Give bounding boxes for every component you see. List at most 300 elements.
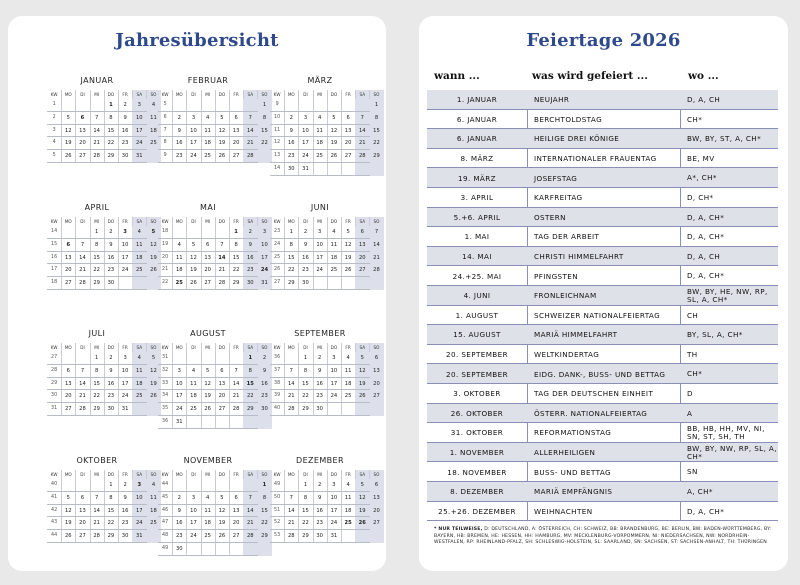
weekday-label: KW (273, 345, 281, 350)
weekday-label: MI (94, 472, 100, 477)
weekday-label: FR (345, 472, 351, 477)
day-cell: 22 (93, 267, 100, 274)
day-cell: 30 (107, 406, 115, 413)
day-cell: 25 (344, 520, 352, 527)
day-cell: 7 (289, 367, 293, 374)
day-cell: 4 (318, 114, 322, 121)
day-cell: 20 (232, 140, 240, 147)
holidays-title: Feiertage 2026 (526, 30, 681, 51)
day-cell: 27 (344, 153, 352, 160)
day-cell: 17 (132, 505, 146, 518)
weekday-label: FR (233, 92, 239, 97)
weekday-label: DI (80, 345, 85, 350)
day-cell: 2 (177, 114, 181, 121)
day-cell: 14 (243, 125, 257, 138)
holiday-name: REFORMATIONSTAG (534, 428, 612, 438)
day-cell: 2 (109, 355, 113, 361)
day-cell: 29 (93, 406, 100, 413)
weekday-label: SO (369, 90, 383, 99)
day-cell: 15 (302, 507, 309, 514)
day-cell: 26 (218, 153, 226, 160)
week-number: 53 (274, 533, 281, 539)
day-cell: 22 (369, 137, 383, 150)
holiday-name: EIDG. DANK-, BUSS- UND BETTAG (534, 369, 666, 379)
week-number: 35 (162, 406, 169, 412)
month-name: MAI (200, 203, 216, 212)
day-cell: 27 (369, 517, 383, 530)
day-cell: 18 (344, 380, 352, 387)
day-cell: 23 (107, 393, 115, 400)
weekday-label: SO (146, 217, 160, 226)
holiday-name: SCHWEIZER NATIONALFEIERTAG (534, 310, 661, 320)
holiday-regions: D, CH* (687, 193, 714, 202)
weekday-label: SO (257, 343, 271, 352)
day-cell: 2 (318, 355, 322, 361)
day-cell: 3 (123, 229, 127, 235)
day-cell: 22 (302, 520, 309, 527)
week-number: 36 (274, 355, 281, 360)
holiday-regions: BW, BY, ST, A, CH* (687, 134, 762, 144)
day-cell: 5 (346, 229, 350, 235)
weekday-label: DI (191, 219, 196, 224)
day-cell: 11 (204, 507, 211, 514)
day-cell: 10 (330, 494, 338, 501)
weekday-label: MI (205, 92, 211, 97)
day-cell: 28 (369, 264, 383, 277)
day-cell: 18 (146, 505, 160, 518)
grid-line (270, 542, 370, 543)
day-cell: 11 (344, 494, 352, 501)
day-cell: 18 (204, 140, 211, 147)
day-cell: 3 (132, 99, 146, 112)
day-cell: 12 (204, 380, 211, 387)
day-cell: 5 (355, 352, 369, 365)
holiday-regions: BW, BY, NW, RP, SL, A, CH* (687, 444, 777, 461)
holiday-row (427, 266, 778, 286)
day-cell: 27 (232, 533, 240, 540)
day-cell: 31 (302, 166, 309, 172)
day-cell: 30 (121, 533, 129, 540)
day-cell: 9 (109, 367, 113, 374)
day-cell: 14 (287, 380, 295, 387)
grid-line (47, 415, 147, 416)
day-cell: 8 (243, 365, 257, 378)
week-number: 28 (51, 367, 58, 373)
week-number: 45 (162, 494, 169, 500)
day-cell: 24 (190, 153, 197, 160)
week-number: 51 (274, 507, 281, 513)
day-cell: 10 (190, 507, 197, 514)
weekday-label: MO (175, 345, 183, 350)
holiday-date: 3. APRIL (460, 193, 494, 203)
day-cell: 12 (64, 507, 72, 514)
weekday-label: SA (243, 217, 257, 226)
day-cell: 21 (232, 393, 240, 400)
day-cell: 17 (257, 252, 271, 265)
day-cell: 12 (355, 492, 369, 505)
day-cell (257, 543, 271, 556)
day-cell: 30 (121, 153, 129, 160)
day-cell: 13 (355, 239, 369, 252)
weekday-label: MO (64, 345, 72, 350)
day-cell: 27 (204, 280, 211, 287)
day-cell: 1 (109, 482, 113, 488)
weekday-label: KW (273, 219, 281, 224)
holiday-regions: D, A, CH (687, 251, 721, 261)
day-cell: 26 (146, 264, 160, 277)
day-cell: 1 (289, 229, 293, 235)
week-number: 8 (163, 140, 167, 146)
week-number: 25 (274, 254, 281, 260)
day-cell: 1 (95, 229, 99, 235)
day-cell: 6 (66, 367, 70, 374)
day-cell: 2 (177, 494, 181, 501)
day-cell: 9 (257, 365, 271, 378)
day-cell: 5 (355, 479, 369, 492)
day-cell: 24 (175, 406, 183, 413)
weekday-label: DI (303, 92, 308, 97)
weekday-label: MO (287, 472, 295, 477)
day-cell: 5 (220, 114, 224, 121)
weekday-label: FR (122, 92, 128, 97)
weekday-label: KW (50, 219, 58, 224)
day-cell: 21 (79, 267, 86, 274)
day-cell: 14 (93, 507, 100, 514)
weekday-label: DO (330, 345, 338, 350)
day-cell: 16 (316, 507, 323, 514)
weekday-label: MI (317, 472, 323, 477)
day-cell: 9 (109, 241, 113, 248)
week-number: 31 (162, 355, 169, 360)
day-cell: 6 (66, 241, 71, 248)
day-cell: 22 (302, 393, 309, 400)
day-cell: 10 (190, 127, 197, 134)
day-cell: 30 (243, 277, 257, 290)
day-cell: 17 (190, 520, 197, 527)
day-cell: 21 (287, 520, 295, 527)
grid-line (158, 289, 258, 290)
day-cell: 15 (257, 505, 271, 518)
day-cell: 28 (287, 533, 295, 540)
day-cell: 13 (64, 254, 72, 261)
weekday-label: KW (273, 472, 281, 477)
week-number: 12 (274, 140, 281, 146)
weekday-label: MO (287, 345, 295, 350)
day-cell: 19 (64, 520, 72, 527)
day-cell: 13 (204, 254, 211, 261)
holiday-row (427, 247, 778, 267)
day-cell: 23 (316, 393, 323, 400)
holiday-row (427, 149, 778, 169)
day-cell: 6 (346, 114, 350, 121)
weekday-label: DO (107, 92, 115, 97)
day-cell: 16 (107, 380, 115, 387)
day-cell: 24 (316, 267, 323, 274)
holiday-date: 8. MÄRZ (460, 154, 494, 164)
weekday-label: MO (175, 472, 183, 477)
holiday-name: HEILIGE DREI KÖNIGE (534, 134, 620, 144)
weekday-label: MI (317, 345, 323, 350)
day-cell: 10 (132, 492, 146, 505)
holiday-row (427, 345, 778, 365)
holiday-row (427, 384, 778, 404)
weekday-label: SO (257, 90, 271, 99)
week-number: 27 (274, 280, 281, 286)
day-cell: 30 (316, 533, 323, 540)
day-cell: 4 (132, 226, 146, 239)
day-cell: 29 (287, 280, 295, 287)
day-cell: 2 (257, 352, 271, 365)
day-cell: 15 (93, 380, 100, 387)
day-cell: 11 (190, 380, 197, 387)
holiday-name: JOSEFSTAG (534, 173, 578, 183)
day-cell: 20 (344, 140, 352, 147)
holiday-regions: D, A, CH (687, 95, 721, 104)
weekday-label: DO (330, 219, 338, 224)
day-cell: 25 (204, 153, 211, 160)
holiday-date: 5.+6. APRIL (453, 212, 501, 222)
day-cell: 5 (66, 114, 70, 121)
holiday-name: NEUJAHR (534, 95, 570, 105)
day-cell: 17 (190, 140, 197, 147)
day-cell: 8 (303, 494, 308, 501)
day-cell: 12 (218, 507, 226, 514)
day-cell: 6 (369, 352, 383, 365)
holiday-row (427, 443, 778, 463)
week-number: 17 (51, 267, 58, 273)
day-cell: 29 (302, 533, 309, 540)
day-cell: 25 (175, 280, 183, 287)
day-cell: 23 (316, 520, 323, 527)
day-cell: 23 (107, 267, 115, 274)
day-cell: 7 (234, 367, 238, 374)
day-cell: 25 (204, 533, 211, 540)
day-cell: 3 (332, 482, 336, 488)
day-cell: 20 (64, 267, 72, 274)
holiday-regions: A, CH* (687, 487, 713, 496)
day-cell: 4 (346, 355, 350, 361)
grid-line (270, 175, 370, 176)
day-cell: 17 (302, 140, 309, 147)
weekday-label: SO (146, 90, 160, 99)
week-number: 15 (51, 241, 58, 247)
day-cell: 16 (287, 140, 295, 147)
day-cell: 9 (318, 494, 322, 501)
day-cell: 27 (64, 280, 72, 287)
holiday-row (427, 502, 778, 522)
holiday-row (427, 227, 778, 247)
week-number: 3 (52, 127, 56, 133)
week-number: 21 (162, 267, 169, 273)
day-cell: 19 (204, 393, 211, 400)
day-cell: 20 (79, 520, 86, 527)
holiday-table-header (434, 70, 778, 90)
holiday-date: 19. MÄRZ (458, 173, 496, 183)
holiday-date: 25.+26. DEZEMBER (438, 506, 516, 516)
day-cell: 8 (257, 112, 271, 125)
week-number: 2 (52, 114, 56, 120)
weekday-label: SA (132, 470, 146, 479)
day-cell: 4 (332, 229, 336, 235)
week-number: 48 (162, 533, 169, 539)
day-cell: 19 (146, 378, 160, 391)
holiday-row (427, 364, 778, 384)
week-number: 13 (274, 153, 281, 159)
day-cell: 5 (146, 352, 160, 365)
week-number: 33 (162, 380, 169, 386)
holiday-date: 24.+25. MAI (452, 271, 502, 281)
day-cell: 31 (121, 406, 129, 413)
holiday-regions: D, A, CH* (687, 271, 725, 281)
day-cell: 8 (234, 241, 238, 248)
day-cell: 1 (303, 355, 308, 361)
week-number: 18 (162, 229, 169, 234)
day-cell: 24 (190, 533, 197, 540)
day-cell: 30 (175, 546, 183, 552)
holiday-regions: A (687, 408, 693, 418)
week-number: 43 (51, 520, 58, 526)
day-cell: 9 (243, 239, 257, 252)
day-cell: 23 (287, 153, 295, 160)
week-number: 27 (51, 355, 58, 360)
day-cell: 21 (369, 252, 383, 265)
day-cell: 30 (107, 280, 115, 287)
day-cell: 10 (316, 241, 323, 248)
day-cell: 29 (257, 530, 271, 543)
day-cell: 11 (175, 254, 183, 261)
holiday-name: BERCHTOLDSTAG (534, 114, 603, 124)
day-cell: 14 (93, 127, 100, 134)
day-cell: 6 (234, 114, 238, 121)
holiday-regions: A*, CH* (687, 173, 717, 183)
day-cell: 6 (355, 226, 369, 239)
day-cell: 14 (79, 254, 86, 261)
day-cell: 1 (257, 479, 271, 492)
holiday-date: 8. DEZEMBER (450, 487, 504, 497)
day-cell: 5 (146, 226, 160, 239)
weekday-label: KW (50, 345, 58, 350)
day-cell: 18 (316, 140, 323, 147)
day-cell: 15 (232, 254, 240, 261)
holiday-row (427, 188, 778, 208)
day-cell: 20 (355, 252, 369, 265)
weekday-label: FR (233, 345, 239, 350)
weekday-label: MO (64, 92, 72, 97)
day-cell: 2 (243, 226, 257, 239)
weekday-label: FR (233, 472, 239, 477)
day-cell: 21 (218, 267, 226, 274)
day-cell: 29 (369, 150, 383, 163)
weekday-label: KW (161, 219, 169, 224)
day-cell: 31 (132, 150, 146, 163)
day-cell: 5 (220, 494, 224, 501)
weekday-label: SO (257, 217, 271, 226)
week-number: 23 (274, 229, 281, 234)
day-cell: 12 (218, 127, 226, 134)
day-cell: 7 (243, 492, 257, 505)
week-number: 7 (163, 127, 167, 133)
day-cell: 30 (257, 403, 271, 416)
weekday-label: SA (355, 343, 369, 352)
day-cell: 12 (190, 254, 197, 261)
holiday-row (427, 423, 778, 443)
holiday-name: OSTERN (534, 212, 566, 222)
holiday-regions: D, A, CH* (687, 232, 725, 242)
day-cell: 7 (220, 241, 224, 248)
week-number: 46 (162, 507, 169, 513)
day-cell: 3 (177, 367, 181, 374)
weekday-label: MI (205, 472, 211, 477)
day-cell: 9 (123, 114, 127, 121)
holiday-date: 6. JANUAR (456, 134, 498, 144)
day-cell: 18 (344, 507, 352, 514)
day-cell: 14 (79, 380, 86, 387)
day-cell: 15 (93, 254, 100, 261)
weekday-label: KW (273, 92, 281, 97)
weekday-label: MO (64, 472, 72, 477)
day-cell: 23 (175, 153, 183, 160)
week-number: 16 (51, 254, 58, 260)
week-number: 6 (163, 114, 167, 120)
holiday-regions: CH* (687, 114, 703, 124)
holiday-date: 1. NOVEMBER (449, 448, 505, 458)
month-name: JANUAR (80, 76, 114, 85)
day-cell: 24 (330, 393, 338, 400)
holiday-name: WELTKINDERTAG (534, 350, 600, 360)
week-number: 1 (52, 102, 56, 107)
week-number: 31 (51, 406, 58, 412)
weekday-label: MI (94, 345, 100, 350)
weekday-label: DI (80, 219, 85, 224)
day-cell: 26 (355, 390, 369, 403)
day-cell: 28 (287, 406, 295, 413)
grid-line (47, 289, 147, 290)
day-cell: 13 (64, 380, 72, 387)
day-cell: 16 (316, 380, 323, 387)
holiday-date: 4. JUNI (463, 291, 491, 301)
month-name: AUGUST (190, 329, 226, 338)
day-cell: 19 (64, 140, 72, 147)
day-cell: 22 (243, 390, 257, 403)
week-number: 50 (274, 494, 281, 500)
day-cell: 19 (146, 252, 160, 265)
week-number: 24 (274, 241, 281, 247)
day-cell: 8 (289, 241, 293, 248)
day-cell: 2 (123, 482, 127, 488)
year-overview-title: Jahresübersicht (115, 30, 279, 51)
day-cell: 10 (257, 239, 271, 252)
day-cell: 8 (303, 367, 308, 374)
day-cell: 15 (369, 125, 383, 138)
day-cell: 16 (175, 520, 183, 527)
holiday-name: INTERNATIONALER FRAUENTAG (534, 154, 657, 164)
footnote-label: * NUR TEILWEISE, (434, 527, 483, 532)
holiday-name: CHRISTI HIMMELFAHRT (534, 252, 624, 262)
week-number: 30 (51, 393, 58, 399)
weekday-label: SA (243, 343, 257, 352)
month-name: FEBRUAR (187, 76, 229, 85)
day-cell: 25 (146, 137, 160, 150)
month-name: NOVEMBER (183, 456, 233, 465)
holiday-name: PFINGSTEN (534, 271, 579, 281)
day-cell: 16 (121, 507, 129, 514)
day-cell: 23 (243, 264, 257, 277)
holiday-name: KARFREITAG (534, 193, 583, 203)
week-number: 44 (51, 533, 58, 539)
weekday-label: MI (205, 345, 211, 350)
week-number: 47 (162, 520, 169, 526)
day-cell: 29 (243, 403, 257, 416)
